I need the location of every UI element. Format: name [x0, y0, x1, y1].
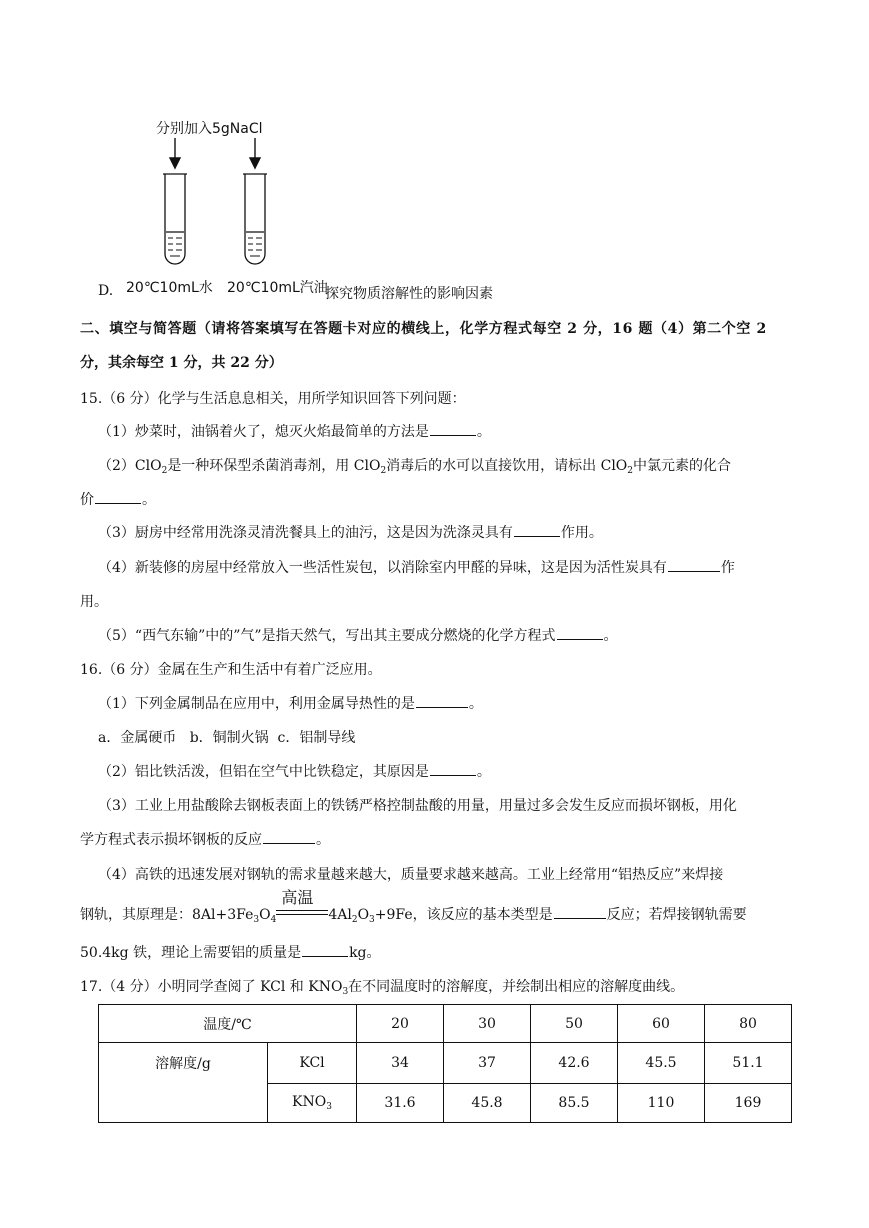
kcl-value: 37: [444, 1043, 531, 1084]
q15-part1-end: 。: [476, 424, 491, 440]
q15-part3: [98, 522, 603, 542]
q16-part4-eq-d: +9Fe，该反应的基本类型是: [374, 907, 553, 923]
q15-part5: [98, 625, 618, 645]
temp-cell: 60: [618, 1005, 705, 1043]
q15-part2-line2: [80, 489, 156, 509]
table-row: [99, 1043, 792, 1084]
q16-part1: [98, 693, 483, 713]
q16-part3: （3）工业上用盐酸除去钢板表面上的铁锈严格控制盐酸的用量，用量过多会发生反应而损坏钢板，用化: [98, 798, 737, 814]
q16-part4-line2: [80, 888, 747, 925]
q17-stem-b: 在不同温度时的溶解度，并绘制出相应的溶解度曲线。: [348, 979, 685, 995]
subscript: 3: [342, 987, 349, 997]
temp-cell: 30: [444, 1005, 531, 1043]
q16-part2-text: （2）铝比铁活泼，但铝在空气中比铁稳定，其原因是: [98, 764, 429, 780]
q16-part4-eq-a: 钢轨，其原理是：8Al+3Fe: [80, 907, 254, 923]
kno3-value: 45.8: [444, 1084, 531, 1123]
solubility-header: [99, 1043, 268, 1123]
q16-part4-eq-b: 4Al: [328, 907, 352, 923]
section-heading: 二、填空与简答题（请将答案填写在答题卡对应的横线上，化学方程式每空 2 分，16 题（4）第二个空 2: [80, 321, 767, 337]
q15-part5-end: 。: [603, 628, 618, 644]
arrow-down-icon: [170, 138, 180, 168]
subscript: 3: [326, 1102, 332, 1112]
subscript: 3: [369, 915, 375, 925]
subscript: 2: [380, 466, 387, 476]
kcl-value: 34: [357, 1043, 444, 1084]
section-heading-line2: 分，其余每空 1 分，共 22 分）: [80, 355, 283, 371]
q16-part4-eq-o2: O: [357, 907, 370, 923]
temp-cell: 20: [357, 1005, 444, 1043]
kcl-label: KCl: [268, 1043, 357, 1084]
q16-part4-eq-e: 反应；若焊接钢轨需要: [606, 907, 747, 923]
q16-stem: 16.（6 分）金属在生产和生活中有着广泛应用。: [80, 662, 382, 678]
figure-top-label: 分别加入5gNaCl: [156, 121, 263, 137]
equals-sign-icon: [276, 910, 328, 915]
kcl-value: 51.1: [705, 1043, 792, 1084]
temp-cell: 80: [705, 1005, 792, 1043]
answer-blank[interactable]: [416, 693, 468, 708]
q15-part3-text: （3）厨房中经常用洗涤灵清洗餐具上的油污，这是因为洗涤灵具有: [98, 525, 513, 541]
arrow-down-icon: [250, 138, 260, 168]
test-tubes-diagram: [150, 136, 280, 276]
q15-part2-a: （2）ClO: [98, 458, 162, 474]
temp-header: 温度/℃: [99, 1005, 357, 1043]
subscript: 2: [351, 915, 358, 925]
q15-part2-b: 是一种环保型杀菌消毒剂，用 ClO: [167, 458, 381, 474]
q15-stem: 15.（6 分）化学与生活息息相关，用所学知识回答下列问题：: [80, 391, 466, 407]
answer-blank[interactable]: [430, 761, 476, 776]
q16-part4-line3-end: kg。: [349, 945, 381, 961]
test-tube-water-icon: [163, 174, 187, 264]
kno3-value: 85.5: [531, 1084, 618, 1123]
q15-part4: [98, 557, 735, 577]
answer-blank[interactable]: [430, 421, 476, 436]
option-d-letter: D.: [98, 283, 114, 299]
q15-part3-end: 作用。: [560, 525, 603, 541]
answer-blank[interactable]: [554, 904, 606, 919]
subscript: 2: [627, 466, 634, 476]
reaction-condition: [276, 888, 328, 919]
kcl-value: 45.5: [618, 1043, 705, 1084]
q15-part4-end: 作: [720, 560, 735, 576]
kno3-value: 169: [705, 1084, 792, 1123]
answer-blank[interactable]: [302, 942, 348, 957]
q15-part2-d: 中氯元素的化合: [633, 458, 732, 474]
tube1-label: 20℃10mL水: [126, 280, 213, 296]
answer-blank[interactable]: [514, 522, 560, 537]
tube2-label: 20℃10mL汽油: [227, 280, 328, 296]
q16-part2: [98, 761, 491, 781]
q16-part1-end: 。: [468, 696, 483, 712]
q16-part4-eq-o: O: [259, 907, 271, 923]
answer-blank[interactable]: [557, 625, 603, 640]
subscript: 4: [270, 915, 277, 925]
q17-stem: [80, 976, 684, 997]
test-tube-gasoline-icon: [243, 174, 267, 264]
figure-caption: 探究物质溶解性的影响因素: [325, 286, 493, 302]
q16-part3-line2-text: 学方程式表示损坏钢板的反应: [80, 832, 262, 848]
q16-part3-line2: [80, 829, 330, 849]
q17-stem-a: 17.（4 分）小明同学查阅了 KCl 和 KNO: [80, 979, 343, 995]
q15-part1-text: （1）炒菜时，油锅着火了，熄灭火焰最简单的方法是: [98, 424, 429, 440]
kno3-label: KNO: [292, 1094, 327, 1110]
subscript: 2: [161, 466, 168, 476]
q15-part4-text: （4）新装修的房屋中经常放入一些活性炭包，以消除室内甲醛的异味，这是因为活性炭具有: [98, 560, 667, 576]
q16-part2-end: 。: [476, 764, 491, 780]
q15-part2: [98, 455, 731, 476]
kno3-label-cell: [268, 1084, 357, 1123]
q15-part1: [98, 421, 491, 441]
answer-blank[interactable]: [95, 489, 141, 504]
solubility-table: [98, 1004, 792, 1123]
q16-part1-text: （1）下列金属制品在应用中，利用金属导热性的是: [98, 696, 415, 712]
reaction-condition-label: 高温: [281, 888, 314, 907]
subscript: 3: [253, 915, 260, 925]
kno3-value: 110: [618, 1084, 705, 1123]
q16-part3-end: 。: [316, 832, 330, 848]
table-row: [99, 1005, 792, 1043]
q16-part4-line3: [80, 942, 381, 962]
q16-options: a．金属硬币 b．铜制火锅 c．铝制导线: [98, 730, 356, 746]
temp-cell: 50: [531, 1005, 618, 1043]
q15-part2-line2-text: 价: [80, 492, 94, 508]
kno3-value: 31.6: [357, 1084, 444, 1123]
kcl-value: 42.6: [531, 1043, 618, 1084]
q16-part4: （4）高铁的迅速发展对钢轨的需求量越来越大，质量要求越来越高。工业上经常用“铝热反应”来焊接: [98, 867, 724, 883]
q16-part4-line3-text: 50.4kg 铁，理论上需要铝的质量是: [80, 945, 302, 961]
solubility-label: 溶解度/g: [155, 1056, 211, 1072]
q15-part4-line2: 用。: [80, 594, 108, 610]
q15-part2-c: 消毒后的水可以直接饮用，请标出 ClO: [386, 458, 628, 474]
q15-part2-end: 。: [142, 492, 156, 508]
q15-part5-text: （5）“西气东输”中的”气”是指天然气，写出其主要成分燃烧的化学方程式: [98, 628, 556, 644]
answer-blank[interactable]: [668, 557, 720, 572]
answer-blank[interactable]: [263, 829, 315, 844]
